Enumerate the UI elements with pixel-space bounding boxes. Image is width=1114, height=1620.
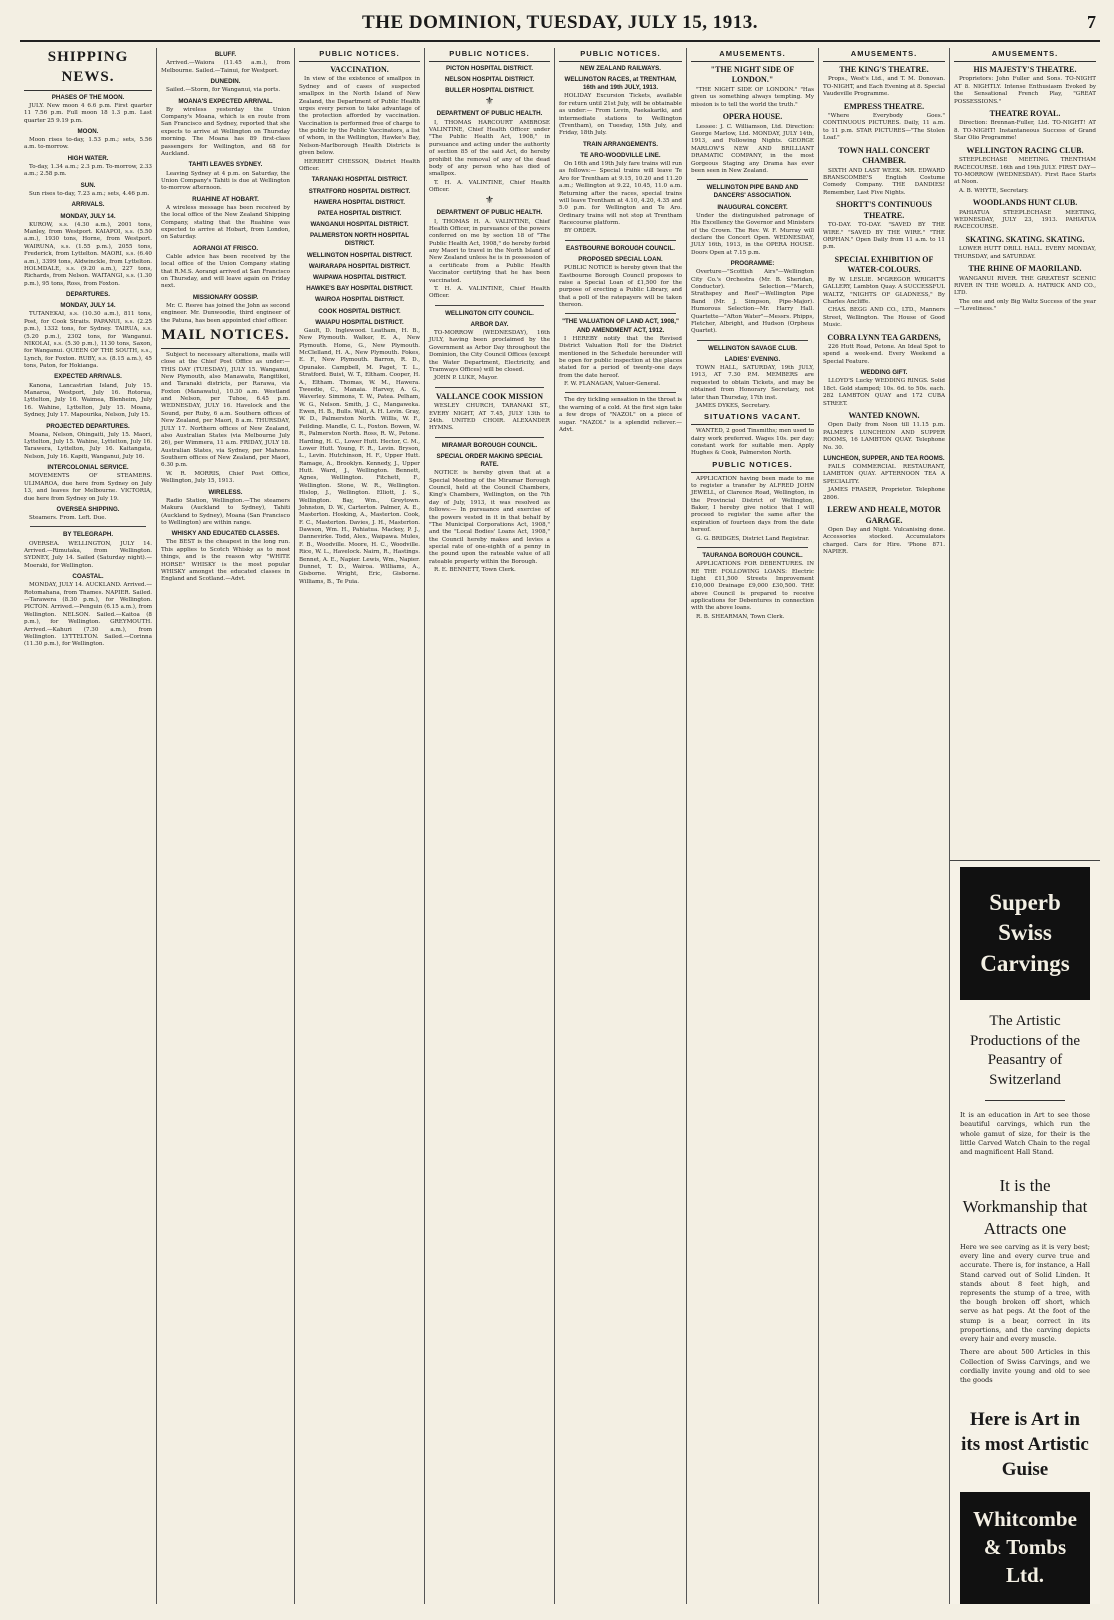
public-notice-signature: G. G. BRIDGES, District Land Registrar. [696,535,810,542]
arbor-text: TO-MORROW (WEDNESDAY), 16th JULY, having been proclaimed by the Government as Arbor Day throughout the Dominion, the City Council Offices (except the Water Department, Electricity, and Tramways Offices) will be closed. [429,330,550,373]
column-public-notices-2 [425,48,555,1604]
opera-heading: OPERA HOUSE. [722,112,783,122]
district-heading: PALMERSTON NORTH HOSPITAL DISTRICT. [310,232,409,248]
district-heading: WAIAPU HOSPITAL DISTRICT. [315,318,404,326]
sun-label: SUN. [80,181,96,189]
train-signature: BY ORDER. [564,228,597,235]
railways-heading: NEW ZEALAND RAILWAYS. [580,64,661,72]
tauranga-text: APPLICATIONS FOR DEBENTURES. IN RE THE FOLLOWING LOANS: Electric Light £11,500 Streets Improvement £10,000 Drainage £9,000 £30,500. THE above Council is prepared to receive applications for Debentures in connection with the above loans. [691,561,814,612]
phases-title: PHASES OF THE MOON. [51,93,125,101]
miramar-heading: MIRAMAR BOROUGH COUNCIL. [441,441,538,449]
arrivals-date: MONDAY, JULY 14. [60,212,116,220]
pipe-band-text: Under the distinguished patronage of His Excellency the Governor and Ministers of the Crown. The Rev. W. F. Murray will declare the Concert Open. WEDNESDAY, JULY 16th, 1913, in the OPERA HOUSE. Doors Open at 7.15 p.m. [691,212,814,256]
column-shipping [20,48,157,1604]
cobra-heading: COBRA LYNN TEA GARDENS, [827,332,941,342]
cook-mission-text: WESLEY CHURCH, TARANAKI ST., EVERY NIGHT, AT 7.45, JULY 13th to 24th. UNITED CHOIR. ALEXANDER HYMNS. [429,403,550,432]
swiss-body-2: Here we see carving as it is very best; every line and every curve true and accurate. There is, for instance, a Hall Stand carved out of Solid Linden. It stands about 8 feet high, and represents the stump of a tree, with the bough broken off short, which serve as hat pegs. At the foot of the stump is a bear, correct in its proportions, and the carving depicts every hair and every muscle. [960,1242,1090,1344]
telegraph-text: OVERSEA. WELLINGTON, JULY 14. Arrived.—Rimutaka, from Wellington. SYDNEY, July 14. Sailed (Saturday night).—Moeraki, for Wellington. [24,540,152,569]
district-heading: WANGANUI HOSPITAL DISTRICT. [310,221,409,229]
column-heading: PUBLIC NOTICES. [559,48,682,62]
expected-label: EXPECTED ARRIVALS. [54,373,122,381]
overseas-label: OVERSEA SHIPPING. [56,505,120,513]
moon-text: Moon rises to-day, 1.53 p.m.; sets, 5.56 a.m. to-morrow. [24,137,152,151]
tahiti-heading: TAHITI LEAVES SYDNEY. [188,161,263,169]
department-heading-2: DEPARTMENT OF PUBLIC HEALTH. [436,209,543,217]
townhall-heading: TOWN HALL CONCERT CHAMBER. [838,145,930,166]
mail-notices-heading: MAIL NOTICES. [161,326,290,349]
racing-text: STEEPLECHASE MEETING. TRENTHAM RACECOURSE. 16th and 19th JULY. FIRST DAY—TO-MORROW (WEDNESDAY). First Race Starts at Noon. [954,157,1096,186]
divider [985,1100,1065,1101]
luncheon-text: FAILS COMMERCIAL RESTAURANT, LAMBTON QUAY. AFTERNOON TEA A SPECIALITY. [823,464,945,485]
eastbourne-subheading: PROPOSED SPECIAL LOAN. [578,256,663,264]
divider [435,387,544,388]
arbor-heading: ARBOR DAY. [470,320,509,328]
swiss-body-3: There are about 500 Articles in this Collection of Swiss Carvings, and we cordially invite young and old to see the goods [960,1348,1090,1384]
eastbourne-heading: EASTBOURNE BOROUGH COUNCIL. [566,244,675,252]
department-signature-1: T. H. A. VALINTINE, Chief Health Officer. [429,179,550,194]
miramar-subheading: SPECIAL ORDER MAKING SPECIAL RATE. [436,452,543,469]
pipe-band-heading: WELLINGTON PIPE BAND AND DANCERS' ASSOCIATION. [706,184,799,200]
ruahine-heading: RUAHINE AT HOBART. [192,195,259,203]
moon-label: MOON. [77,127,99,135]
newspaper-page [20,8,1100,1608]
district-heading: STRATFORD HOSPITAL DISTRICT. [308,187,411,195]
bluff-label: BLUFF. [214,51,237,58]
empress-text: "Where Everybody Goes." CONTINUOUS PICTURES. Daily, 11 a.m. to 11 p.m. STAR PICTURES—"The Stolen Loaf." [823,113,945,142]
london-text: "THE NIGHT SIDE OF LONDON." "Has given us something always tempting. My mission is to tell the world the truth." [691,86,814,108]
swiss-carvings-advert [950,860,1100,1604]
district-heading: PATEA HOSPITAL DISTRICT. [317,209,402,217]
personal-heading: MISSIONARY GOSSIP. [192,293,259,301]
whisky-heading: WHISKY AND EDUCATED CLASSES. [171,530,280,538]
crest-icon: ⚜ [485,195,494,207]
opera-text: Lessee: J. C. Williamson, Ltd. Direction: George Marlow, Ltd. MONDAY, JULY 14th, 1913, and Following Nights. GEORGE MARLOW'S NEW AND BRILLIANT DRAMATIC COMPANY, in the most Gorgeous Staging any Drama has ever been seen in New Zealand. [691,123,814,174]
district-heading: WAIROA HOSPITAL DISTRICT. [315,296,404,304]
arrivals-text: KUROW, s.s. (4.30 a.m.), 2001 tons, Manley, from Westport. KAIAPOI, s.s. (5.50 a.m.), 1930 tons, Horne, from Westport. WAIRUNA, s.s. (1.55 p.m.), 2055 tons, Frederick, from Lyttelton. MAORI, s.s. (6.40 a.m.), 3399 tons, Aldwinckle, from Lyttelton. HOLMDALE, s.s. (9.20 a.m.), 227 tons, Richards, from Nelson. WAITANGI, s.s. (1.30 p.m.), 95 tons, Ross, from Foxton. [24,221,152,287]
mail-signature: W. R. MORRIS, Chief Post Office, Wellington, July 15, 1913. [161,470,290,485]
cook-mission-heading: VALLANCE COOK MISSION [436,391,543,401]
coastal-label: COASTAL. [72,573,104,581]
majesty-text: Proprietors: John Fuller and Sons. TO-NIGHT AT 8. NIGHTLY. Intense Enthusiasm Evoked by the Sensational French Play, "GREAT POSSESSIONS." [954,76,1096,105]
savage-club-text: TOWN HALL, SATURDAY, 19th JULY, 1913, AT 7.30 P.M. MEMBERS are requested to obtain Tickets, and may be obtained from Honorary Secretary, not later than Thursday, 17th inst. [691,365,814,401]
savage-club-subheading: LADIES' EVENING. [724,355,781,363]
aorangi-text: Cable advice has been received by the local office of the Union Company stating that R.M.S. Aorangi arrived at San Francisco on Thursday, and will leave again on Friday next. [161,253,290,290]
masthead-title: THE DOMINION, TUESDAY, JULY 15, 1913. [362,12,758,33]
miramar-text: NOTICE is hereby given that at a Special Meeting of the Miramar Borough Council, held at the Council Chambers, King's Chambers, Wellington, on the 7th day of July, 1913, it was resolved as follows:— In pursuance and exercise of the powers vested in it in that behalf by "The Municipal Corporations Act, 1908," and the "Local Bodies' Loans Act, 1908," the Council hereby makes and levies a special rate of one-eighth of a penny in the pound upon the rateable value of all rateable property within the Borough. [429,470,550,565]
begg-text: CHAS. BEGG AND CO., LTD., Manners Street, Wellington. The House of Good Music. [823,307,945,329]
column-heading: PUBLIC NOTICES. [429,48,550,62]
moana-heading: MOANA'S EXPECTED ARRIVAL. [178,97,273,105]
department-text-2: I, THOMAS H. A. VALINTINE, Chief Health Officer, in pursuance of the powers conferred on me by section 18 of "The Public Health Act, 1908," do hereby forbid any Maori to travel in the North Island of New Zealand unless he is in possession of a certificate from a Public Health Vaccinator certifying that he has been vaccinated. [429,218,550,284]
wedding-text: LLOYD'S Lucky WEDDING RINGS. Solid 18ct. Gold stamped; 10s. 6d. to 50s. each. 282 LAMBTON QUAY and 172 CUBA STREET. [823,378,945,407]
column-heading: AMUSEMENTS. [954,48,1096,62]
empress-heading: EMPRESS THEATRE. [843,101,925,111]
luncheon-signature: JAMES FRASER, Proprietor. Telephone 2806. [823,487,945,501]
races-heading: WELLINGTON RACES, at TRENTHAM, 16th and 19th JULY, 1913. [564,76,677,92]
wireless-heading: WIRELESS. [208,488,243,496]
tauranga-heading: TAURANGA BOROUGH COUNCIL. [702,551,803,559]
racing-heading: WELLINGTON RACING CLUB. [966,145,1084,155]
moana-text: By wireless yesterday the Union Company's Moana, which is en route from San Francisco and Sydney, reported that she expects to arrive at Wellington on Thursday morning. The Moana has 89 first-class passengers for Wellington, and 68 for Auckland. [161,106,290,157]
divider [30,526,146,527]
phases-text: JULY. New moon 4 6.6 p.m. First quarter 11 7.56 p.m. Full moon 18 1.3 p.m. Last quarter 25 9.19 p.m. [24,102,152,124]
column-amusements-3 [950,48,1100,1604]
divider [697,179,808,180]
swiss-title: Superb Swiss Carvings [960,867,1090,1000]
swiss-body-1: It is an education in Art to see those beautiful carvings, which run the whole gamut of size, for their is the little Carved Watch Chain to the regal and magnificent Hall Stand. [960,1111,1090,1156]
miramar-signature: R. E. BENNETT, Town Clerk. [434,567,516,574]
public-notices-heading: PUBLIC NOTICES. [691,459,814,473]
arrivals-label: ARRIVALS. [71,201,105,209]
savage-club-heading: WELLINGTON SAVAGE CLUB. [707,344,798,352]
divider [565,240,676,241]
swiss-workmanship: It is the Workmanship that Attracts one [962,1176,1088,1238]
ruahine-text: A wireless message has been received by the local office of the New Zealand Shipping Company, stating that the Ruahine was expected to arrive at Hobart, from London, on Saturday. [161,204,290,241]
projected-text: Moana, Nelson, Ohingaiti, July 15. Maori, Lyttelton, July 15. Wahine, Lyttelton, July 16. Tarawera, Lyttelton, July 16. Kaitangata, Nelson, July 16. Kapiti, Wanganui, July 16. [24,431,152,460]
overseas-header: Steamers. From. Left. Due. [29,515,107,522]
kings-theatre-heading: THE KING'S THEATRE. [839,64,929,74]
waltz-text: The one and only Big Waltz Success of the year—"Loveliness." [954,298,1096,313]
departures-text: TUTANEKAI, s.s. (10.30 a.m.), 811 tons, Post, for Cook Straits. PAPANUI, s.s. (2.25 p.m.), 1332 tons, for Sydney. TAIRUA, s.s. (5.20 p.m.), 2302 tons, for Wanganui. NIKOLAI, s.s. (5.30 p.m.), 1130 tons, Saxon, for Wanganui. QUEEN OF THE SOUTH, s.s., Lynch, for Foxton. RUBY, s.s. (8.15 a.m.), 45 tons, Paton, for Hokianga. [24,311,152,370]
luncheon-heading: LUNCHEON, SUPPER, AND TEA ROOMS. [823,454,945,462]
high-water-text: To-day, 1.34 a.m.; 2.3 p.m. To-morrow, 2.33 a.m.; 2.58 p.m. [24,164,152,178]
column-amusements-1 [687,48,819,1604]
whitcombe-logo: Whitcombe & Tombs Ltd. [960,1492,1090,1603]
townhall-text: SIXTH AND LAST WEEK. MR. EDWARD BRANSCOMBE'S English Costume Comedy Company. THE DANDIES! Remember, Last Five Nights. [823,167,945,196]
train-text: On 16th and 19th July fare trains will run as follows:— Special trains will leave Te Aro for Trentham at 9.15, 10.20 and 11.20 a.m.; Wellington at 9.22, 10.45, 11.0 a.m. Returning after the races, special trains will leave Trentham at 4.10, 4.20, 4.35 and 5.0 p.m. for Wellington and Te Aro. Ordinary trains will not stop at Trentham Racecourse platform. [559,161,682,227]
situations-heading: SITUATIONS VACANT. [691,411,814,425]
district-heading: WAIPAWA HOSPITAL DISTRICT. [313,274,406,281]
dunedin-label: DUNEDIN. [210,77,241,85]
district-heading: WELLINGTON HOSPITAL DISTRICT. [306,251,413,259]
sun-text: Sun rises to-day, 7.23 a.m.; sets, 4.46 p.m. [29,190,150,197]
mail-text: Subject to necessary alterations, mails will close at the Chief Post Office as under:— THIS DAY (TUESDAY), JULY 15. Wanganui, New Plymouth, also Manawatu, Rangitikei, and Taranaki districts, per Rarawa, via Foxton (Manawatu), 10.30 a.m. Westland and Nelson, per Tuhoe, 6.45 p.m. WEDNESDAY, JULY 16. Havelock and the Sound, per Ruby, 6 a.m. Southern offices of New Zealand, per Maori, 8 a.m. THURSDAY, JULY 17. Northern offices of New Zealand, also Australian States (via Melbourne July 26), per Wimmera, 11 a.m. FRIDAY, JULY 18. Australian States, via Sydney, per Maheno. Southern offices of New Zealand, per Maori, 6.30 p.m. [161,351,290,469]
district-heading: WAIRARAPA HOSPITAL DISTRICT. [308,262,411,270]
skating-text: LOWER HUTT DRILL HALL. EVERY MONDAY, THURSDAY, and SATURDAY. [954,246,1096,260]
exhibition-heading: SPECIAL EXHIBITION OF WATER-COLOURS. [834,254,934,275]
valuation-signature: F. W. FLANAGAN, Valuer-General. [564,381,661,388]
divider [565,392,676,393]
telegraph-label: BY TELEGRAPH. [62,531,114,539]
column-heading: AMUSEMENTS. [691,48,814,62]
swiss-subtitle: The Artistic Productions of the Peasantry of Switzerland [970,1013,1080,1088]
crest-icon: ⚜ [485,96,494,108]
situations-text: WANTED, 2 good Tinsmiths; men used to dairy work preferred. Wages 10s. per day; constant work for suitable men. Apply Hughes & Cook, Palmerston North. [691,428,814,457]
divider [697,547,808,548]
page-number: 7 [1087,12,1096,32]
departures-label: DEPARTURES. [66,291,110,299]
column-public-notices-3 [555,48,687,1604]
whisky-text: The BEST is the cheapest in the long run. This applies to Scotch Whisky as to most things, and is the reason why "WHITE HORSE" WHISKY is the most popular WHISKY amongst the educated classes in England and Scotland.—Advt. [161,539,290,583]
picton-heading: PICTON HOSPITAL DISTRICT. [446,64,533,72]
hunt-text: PAHIATUA STEEPLECHASE MEETING, WEDNESDAY, JULY 23, 1913. PAHIATUA RACECOURSE. [954,209,1096,231]
column-shipping-continued [157,48,295,1604]
district-heading: TARANAKI HOSPITAL DISTRICT. [311,176,408,184]
public-notice-text: APPLICATION having been made to me to register a transfer by ALFRED JOHN JEWELL, of Clarence Road, Wellington, in the Provincial District of Wellington, Baker, I hereby give notice that I will proceed to register the same after the expiration of fourteen days from the date hereof. [691,475,814,534]
district-heading: COOK HOSPITAL DISTRICT. [318,307,401,315]
shipping-heading: SHIPPING NEWS. [24,48,152,91]
valuation-text: I HEREBY notify that the Revised District Valuation Roll for the District mentioned in the Schedule hereunder will be open for public inspection at the places stated for a period of twenty-one days from the date hereof. [559,335,682,379]
royal-text: Direction: Brennan-Fuller, Ltd. TO-NIGHT! AT 8. TO-NIGHT! Instantaneous Success of Grand Star Olio Programme! [954,120,1096,142]
column-public-notices-1 [295,48,425,1604]
district-list [299,176,420,327]
column-heading: PUBLIC NOTICES. [299,48,420,62]
intercolonial-label: INTERCOLONIAL SERVICE. [47,464,129,472]
buller-heading: BULLER HOSPITAL DISTRICT. [445,87,534,95]
wireless-text: Radio Station, Wellington.—The steamers Makura (Auckland to Sydney), Tahiti (Auckland to Sydney), Moana (San Francisco to Wellington) are within range. [161,497,290,526]
department-text-1: I, THOMAS HARCOURT AMBROSE VALINTINE, Chief Health Officer under "The Public Health Act, 1908," in pursuance and acting under the authority of section 85 of the said Act, do hereby prohibit the removal of any of the dead body of any person who has died of smallpox. [429,119,550,178]
masthead [20,8,1100,42]
programme-text: Overture—"Scottish Airs"—Wellington City Co.'s Orchestra (Mr. B. Sheridan, Conductor). Selection—"March, Strathspey and Reel"—Wellington Pipe Band (Mr. J. Simpson, Pipe-Major). Humorous Selection—Mr. Harry Hall. Quartette—"Afton Water"—Messrs. Phipps, Fletcher, Albright, and Hudson (Orpheus Quartet). [691,269,814,335]
intercolonial-text: MOVEMENTS OF STEAMERS. ULIMAROA, due here from Sydney on July 13, and leaves for Melbourne. VICTORIA, due here from Sydney on July 19. [24,473,152,502]
divider [435,437,544,438]
wanted-text: Open Daily from Noon till 11.15 p.m. PALMER'S LUNCHEON AND SUPPER ROOMS, 16 LAMBTON QUAY. Telephone No. 30. [823,422,945,451]
divider [435,305,544,306]
column-amusements-2 [819,48,950,1604]
nelson-heading: NELSON HOSPITAL DISTRICT. [444,76,535,84]
savage-club-signature: JAMES DYKES, Secretary. [696,402,771,409]
bluff-text: Arrived.—Waiora (11.45 a.m.), from Melbourne. Sailed.—Tainui, for Westport. [161,60,290,74]
lerew-heading: LEREW AND HEALE, MOTOR GARAGE. [827,504,941,525]
nazol-advert: The dry tickling sensation in the throat is the warning of a cold. At the first sign take a few drops of "NAZOL" on a piece of sugar. "NAZOL" is a splendid reliever.—Advt. [559,397,682,433]
programme-heading: PROGRAMME: [730,260,775,268]
aorangi-heading: AORANGI AT FRISCO. [192,244,259,252]
high-water-label: HIGH WATER. [67,154,109,162]
royal-heading: THEATRE ROYAL. [989,108,1061,118]
divider [565,313,676,314]
train-heading: TRAIN ARRANGEMENTS. [582,140,659,148]
eastbourne-text: PUBLIC NOTICE is hereby given that the Eastbourne Borough Council proposes to raise a Special Loan of £1,500 for the purpose of erecting a Public Library, and that a poll of the ratepayers will be taken thereon. [559,265,682,309]
shortts-heading: SHORTT'S CONTINUOUS THEATRE. [836,200,932,220]
racing-signature: A. B. WHYTE, Secretary. [959,187,1029,194]
tauranga-signature: R. B. SHEARMAN, Town Clerk. [696,613,785,620]
coastal-text: MONDAY, JULY 14. AUCKLAND. Arrived.—Rotomahana, from Thames. NAPIER. Sailed.—Tarawera (8.30 p.m.), for Wellington. PICTON. Arrived.—Penguin (6.15 a.m.), from Wellington. NELSON. Sailed.—Kaitoa (8 p.m.), for Wellington. GREYMOUTH. Arrived.—Kahuri (7.30 a.m.), from Wellington. LYTTELTON. Sailed.—Corinna (11.30 p.m.), for Wellington. [24,582,152,648]
expected-text: Kanona, Lancastrian Island, July 15. Manaroa, Westport, July 16. Rotorua, Lyttelton, July 16. Waimea, Blenheim, July 16. Wahine, Lyttelton, July 15. Moana, Sydney, July 17. Mapourika, Nelson, July 15. [24,382,152,419]
valuation-heading: "THE VALUATION OF LAND ACT, 1908," AND AMENDMENT ACT, 1912. [562,318,679,334]
personal-text: Mr. C. Reeve has joined the John as second engineer. Mr. Dunwoodie, third engineer of the Patuna, has been appointed chief officer. [161,302,290,324]
pipe-band-subheading: INAUGURAL CONCERT. [717,203,788,211]
vaccination-heading: VACCINATION. [330,64,389,74]
races-text: HOLIDAY Excursion Tickets, available for return until 21st July, will be obtainable as under:— From Levin, Paekakariki, and intermediate stations to Wellington (Trentham), on Tuesday, 15th July, and Friday, 18th July. [559,93,682,137]
district-heading: HAWKE'S BAY HOSPITAL DISTRICT. [306,285,413,293]
hunt-heading: WOODLANDS HUNT CLUB. [972,198,1078,208]
vaccinator-names: Gault, D. Inglewood. Leatham, H. B., New Plymouth. Walker, E. A., New Plymouth. Home, G., New Plymouth. McClelland, H. A., New Plymouth. Fokes, E. F., New Plymouth. Barron, R. D., Opunake. Campbell, M. Paget, T. L., Stratford. Buist, W. T., Eltham. Cooper, H. A., Eltham. Thomas, W. M., Hawera. Tweedie, C., Manaia. Harvey, A. G., Waverley. Simmons, T. W., Patea. Pelham, W. G., Nelson. Smith, J. C., Mangaweka. Ewen, H. B., Bulls. Wall, A. H. Levin. Gray, W. D., Palmerston North. Willis, W. F., Feilding. Mandle, C. L., Foxton. Bowen, W. R., Palmerston North. Ross, R. W., Petone. Harding, H. C., Lower Hutt. Hector, C. M., Lower Hutt. Young, F. R., Levin. Bryson, L., Levin. Hutchinson, H. F., Upper Hutt. Ramage, A., Brooklyn. Kennedy, J., Upper Hutt. Ward, J., Wellington. Bennett, Agnes, Wellington. Fitchett, F., Wellington. Stone, W. R., Wellington. Hislop, J., Wellington. Elliott, J. S., Wellington. Bay, Wm., Greytown. Johnston, D. W., Carterton. Palmer, A. E., Masterton. Hosking, A., Masterton. Cook, F. C., Masterton. Davies, J. H., Masterton. Dawson, Wm. H., Pahiatua. Mackey, P. J., Dannevirke. Todd, Alex., Waipawa. Mules, F. B., Woodville. Moore, H. C., Woodville. Rice, W. L., Havelock. Nairn, R., Hastings. Bennet, A. E., Napier. Lewis, Wm., Napier. Dunnet, T. D., Wairoa. Williams, A., Gisborne. Wright, Eric, Gisborne. Williams, B., Te Puia. [299,327,420,585]
train-subheading: TE ARO-WOODVILLE LINE. [580,151,661,159]
city-council-heading: WELLINGTON CITY COUNCIL. [445,309,534,317]
dunedin-text: Sailed.—Storm, for Wanganui, via ports. [166,87,281,94]
cobra-text: 226 Hutt Road, Petone. An Ideal Spot to spend a week-end. Every Weekend a Special Feature. [823,344,945,365]
column-heading: AMUSEMENTS. [823,48,945,62]
departures-date: MONDAY, JULY 14. [60,302,116,310]
wedding-heading: WEDDING GIFT. [860,369,908,377]
shortts-text: TO-DAY. TO-DAY. "SAVED BY THE WIRE." "SAVED BY THE WIRE." "THE ORPHAN." Open Daily from 11 a.m. to 11 p.m. [823,222,945,251]
vaccination-text: In view of the existence of smallpox in Sydney and of cases of suspected smallpox in the North Island of New Zealand, the Department of Public Health urges every person to take advantage of the protection afforded by vaccination. Vaccination is performed free of charge to the public by the Public Vaccinators, a list of whom, in the Wellington, Hawke's Bay, Nelson-Marlborough Health Districts is given below. [299,76,420,157]
lerew-text: Open Day and Night. Vulcanising done. Accessories stocked. Accumulators charged. Cars for Hire. 'Phone 871. NAPIER. [823,527,945,556]
wanted-heading: WANTED KNOWN. [848,410,920,420]
department-heading: DEPARTMENT OF PUBLIC HEALTH. [436,110,543,118]
skating-heading: SKATING. SKATING. SKATING. [965,234,1085,244]
rhine-heading: THE RHINE OF MAORILAND. [968,264,1082,273]
projected-label: PROJECTED DEPARTURES. [46,422,130,430]
tahiti-text: Leaving Sydney at 4 p.m. on Saturday, the Union Company's Tahiti is due at Wellington to-morrow afternoon. [161,170,290,192]
swiss-art: Here is Art in its most Artistic Guise [961,1409,1089,1481]
department-signature-2: T. H. A. VALINTINE, Chief Health Officer. [429,285,550,300]
district-heading: HAWERA HOSPITAL DISTRICT. [314,198,405,206]
majesty-heading: HIS MAJESTY'S THEATRE. [973,64,1077,74]
arbor-signature: JOHN P. LUKE, Mayor. [434,375,498,382]
divider [697,340,808,341]
exhibition-text: By W. LESLIE. M'GREGOR WRIGHT'S GALLERY, Lambton Quay. A SUCCESSFUL WALTZ, "NIGHTS OF GLADNESS," By Charles Ancliffe. [823,276,945,306]
vaccination-signature: HERBERT CHESSON, District Health Officer. [299,158,420,172]
rhine-text: WANGANUI RIVER. THE GREATEST SCENIC RIVER IN THE WORLD. A. HATRICK AND CO., LTD. [954,275,1096,297]
london-heading: "THE NIGHT SIDE OF LONDON." [710,64,795,85]
kings-theatre-text: Props., West's Ltd., and T. M. Donovan. TO-NIGHT, and Each Evening at 8. Special Vaudeville Programme. [823,76,945,98]
